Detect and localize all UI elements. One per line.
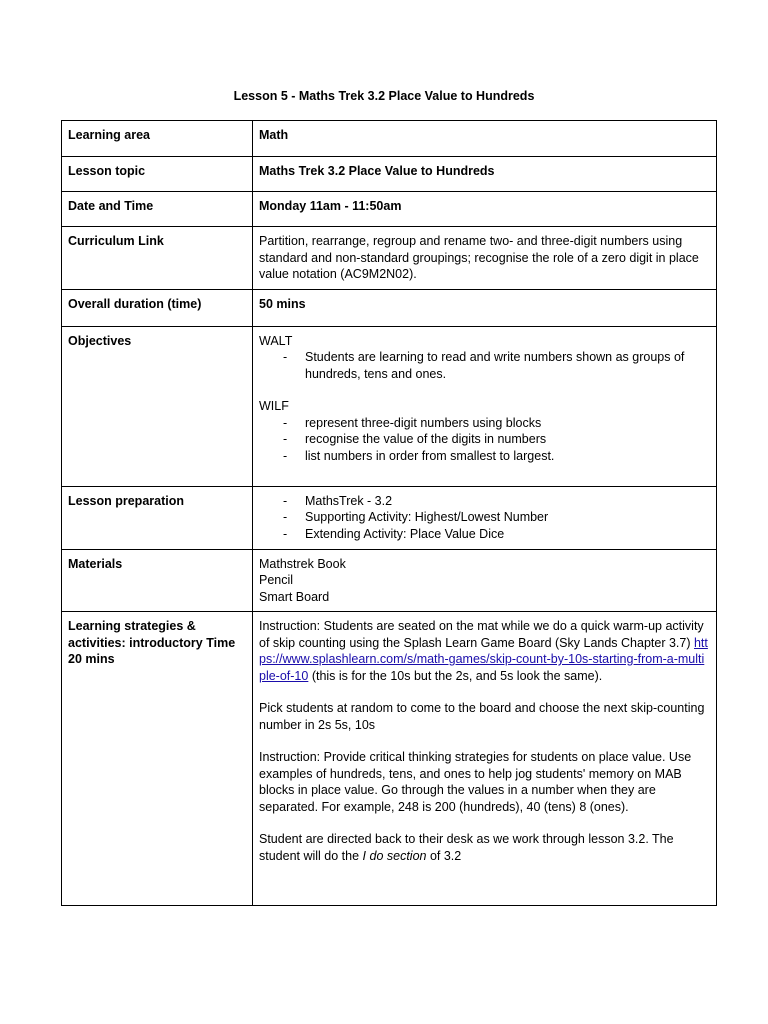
material-item: Smart Board — [259, 589, 330, 604]
table-row — [62, 121, 717, 157]
row-label-preparation: Lesson preparation — [62, 486, 253, 549]
row-label-date-time: Date and Time — [62, 192, 253, 227]
wilf-heading: WILF — [259, 399, 289, 413]
strategy-paragraph: Pick students at random to come to the board and choose the next skip-counting number in 2s 5s, 10s — [259, 701, 705, 732]
strategy-text: of 3.2 — [426, 848, 462, 863]
list-item: - Extending Activity: Place Value Dice — [259, 526, 710, 543]
row-label-duration: Overall duration (time) — [62, 289, 253, 326]
strategy-italic-text: I do section — [362, 848, 427, 863]
table-row — [62, 157, 717, 192]
strategy-paragraph — [259, 618, 710, 684]
row-value-strategies — [253, 612, 717, 906]
table-row — [62, 192, 717, 227]
list-item: - Supporting Activity: Highest/Lowest Number — [259, 509, 710, 526]
strategy-paragraph — [259, 831, 710, 864]
row-value-preparation — [253, 486, 717, 549]
material-item: Mathstrek Book — [259, 556, 346, 571]
row-label-curriculum: Curriculum Link — [62, 227, 253, 290]
list-item: - represent three-digit numbers using blocks — [259, 415, 710, 432]
row-value-date-time: Monday 11am - 11:50am — [253, 192, 717, 227]
row-label-lesson-topic: Lesson topic — [62, 157, 253, 192]
row-value-lesson-topic: Maths Trek 3.2 Place Value to Hundreds — [253, 157, 717, 192]
walt-heading: WALT — [259, 333, 293, 348]
strategy-paragraph: Instruction: Provide critical thinking strategies for students on place value. Use examples of hundreds, tens, and ones to help jog students' memory on MAB blocks in place value. Go through the values in a number when they are separated. For example, 248 is 200 (hundreds), 40 (tens) 8 (ones). — [259, 750, 692, 814]
lesson-plan-table — [61, 120, 717, 906]
table-row — [62, 612, 717, 906]
row-label-learning-area: Learning area — [62, 121, 253, 157]
list-item: - Students are learning to read and write numbers shown as groups of hundreds, tens and ones. — [259, 349, 710, 382]
table-row — [62, 549, 717, 612]
walt-list — [259, 349, 710, 382]
row-label-objectives: Objectives — [62, 326, 253, 486]
row-value-objectives — [253, 326, 717, 486]
wilf-list — [259, 415, 710, 465]
splashlearn-link[interactable]: https://www.splashlearn.com/s/math-games/skip-count-by-10s-starting-from-a-multiple-of-10 — [259, 635, 708, 683]
row-label-strategies: Learning strategies & activities: introductory Time 20 mins — [62, 612, 253, 906]
preparation-list — [259, 493, 710, 543]
table-row — [62, 227, 717, 290]
row-value-curriculum: Partition, rearrange, regroup and rename two- and three-digit numbers using standard and non-standard groupings; recognise the role of a zero digit in place value notation (AC9M2N02). — [253, 227, 717, 290]
document-title: Lesson 5 - Maths Trek 3.2 Place Value to Hundreds — [233, 89, 535, 103]
strategy-text: Instruction: Students are seated on the mat while we do a quick warm-up activity of skip counting using the Splash Learn Game Board (Sky Lands Chapter 3.7) — [259, 619, 704, 650]
row-label-materials: Materials — [62, 549, 253, 612]
table-row — [62, 486, 717, 549]
strategy-text: Student are directed back to their desk as we work through lesson 3.2. The student will do the — [259, 832, 674, 863]
table-row — [62, 326, 717, 486]
list-item: - MathsTrek - 3.2 — [259, 493, 710, 510]
strategy-text: (this is for the 10s but the 2s, and 5s look the same). — [308, 668, 603, 683]
list-item: - list numbers in order from smallest to largest. — [259, 448, 710, 465]
row-value-materials — [253, 549, 717, 612]
material-item: Pencil — [259, 573, 294, 587]
list-item: - recognise the value of the digits in numbers — [259, 431, 710, 448]
row-value-learning-area: Math — [253, 121, 717, 157]
table-row — [62, 289, 717, 326]
row-value-duration: 50 mins — [253, 289, 717, 326]
